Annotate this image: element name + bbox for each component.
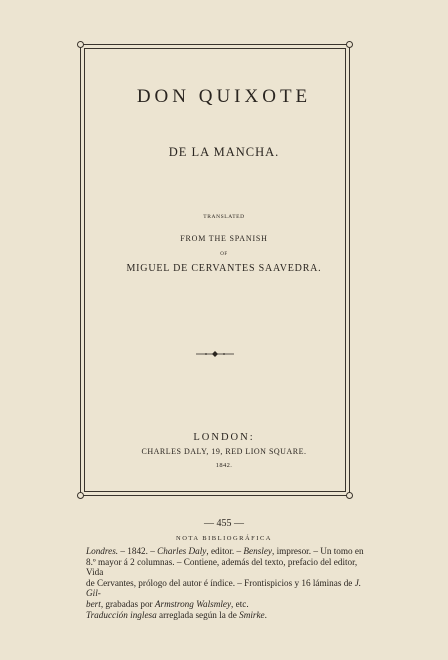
corner-ornament: [346, 492, 353, 499]
bib-text: de Cervantes, prólogo del autor é índice. – Frontispicios y 16 láminas de: [86, 577, 355, 588]
page-number: — 455 —: [204, 518, 244, 529]
bib-line: [86, 599, 368, 610]
bib-text: arreglada según la de: [156, 609, 240, 620]
bib-engraver: Armstrong Walsmley: [154, 598, 232, 609]
bib-editor: Charles Daly: [157, 546, 207, 556]
of-label: OF: [220, 252, 228, 257]
bib-text: , impresor. – Un tomo en: [271, 546, 364, 556]
translated-label: TRANSLATED: [203, 214, 245, 220]
bib-translation: Traducción inglesa: [86, 609, 157, 620]
bib-artist: bert: [86, 598, 101, 609]
from-spanish-label: FROM THE SPANISH: [180, 234, 268, 243]
book-title: DON QUIXOTE: [136, 86, 312, 107]
divider-ornament-icon: [196, 350, 234, 358]
bib-source: Smirke: [239, 609, 265, 620]
book-subtitle: DE LA MANCHA.: [168, 145, 280, 159]
imprint-publisher: CHARLES DALY, 19, RED LION SQUARE.: [141, 447, 307, 456]
author-name: MIGUEL DE CERVANTES SAAVEDRA.: [126, 263, 322, 274]
bib-text: , grabadas por: [100, 598, 155, 609]
bib-printer: Bensley: [243, 546, 272, 556]
bib-line: [86, 610, 368, 621]
bib-text: 8.º mayor á 2 columnas. – Contiene, además del texto, prefacio del editor, Vida: [86, 556, 358, 578]
imprint-year: 1842.: [215, 462, 233, 469]
corner-ornament: [77, 492, 84, 499]
bibliographic-note-heading: NOTA BIBLIOGRÁFICA: [176, 535, 272, 542]
bib-line: [86, 546, 368, 557]
bib-text: , etc.: [231, 598, 249, 609]
bib-line: [86, 557, 368, 578]
bib-place: Londres.: [86, 546, 119, 556]
bib-text: , editor. –: [206, 546, 244, 556]
bib-text: .: [264, 609, 267, 620]
bib-text: – 1842. –: [118, 546, 158, 556]
corner-ornament: [346, 41, 353, 48]
bib-line: [86, 578, 368, 599]
corner-ornament: [77, 41, 84, 48]
bibliographic-note: [86, 546, 368, 620]
imprint-city: LONDON:: [193, 432, 255, 443]
bib-artist: J. Gil-: [86, 577, 362, 599]
